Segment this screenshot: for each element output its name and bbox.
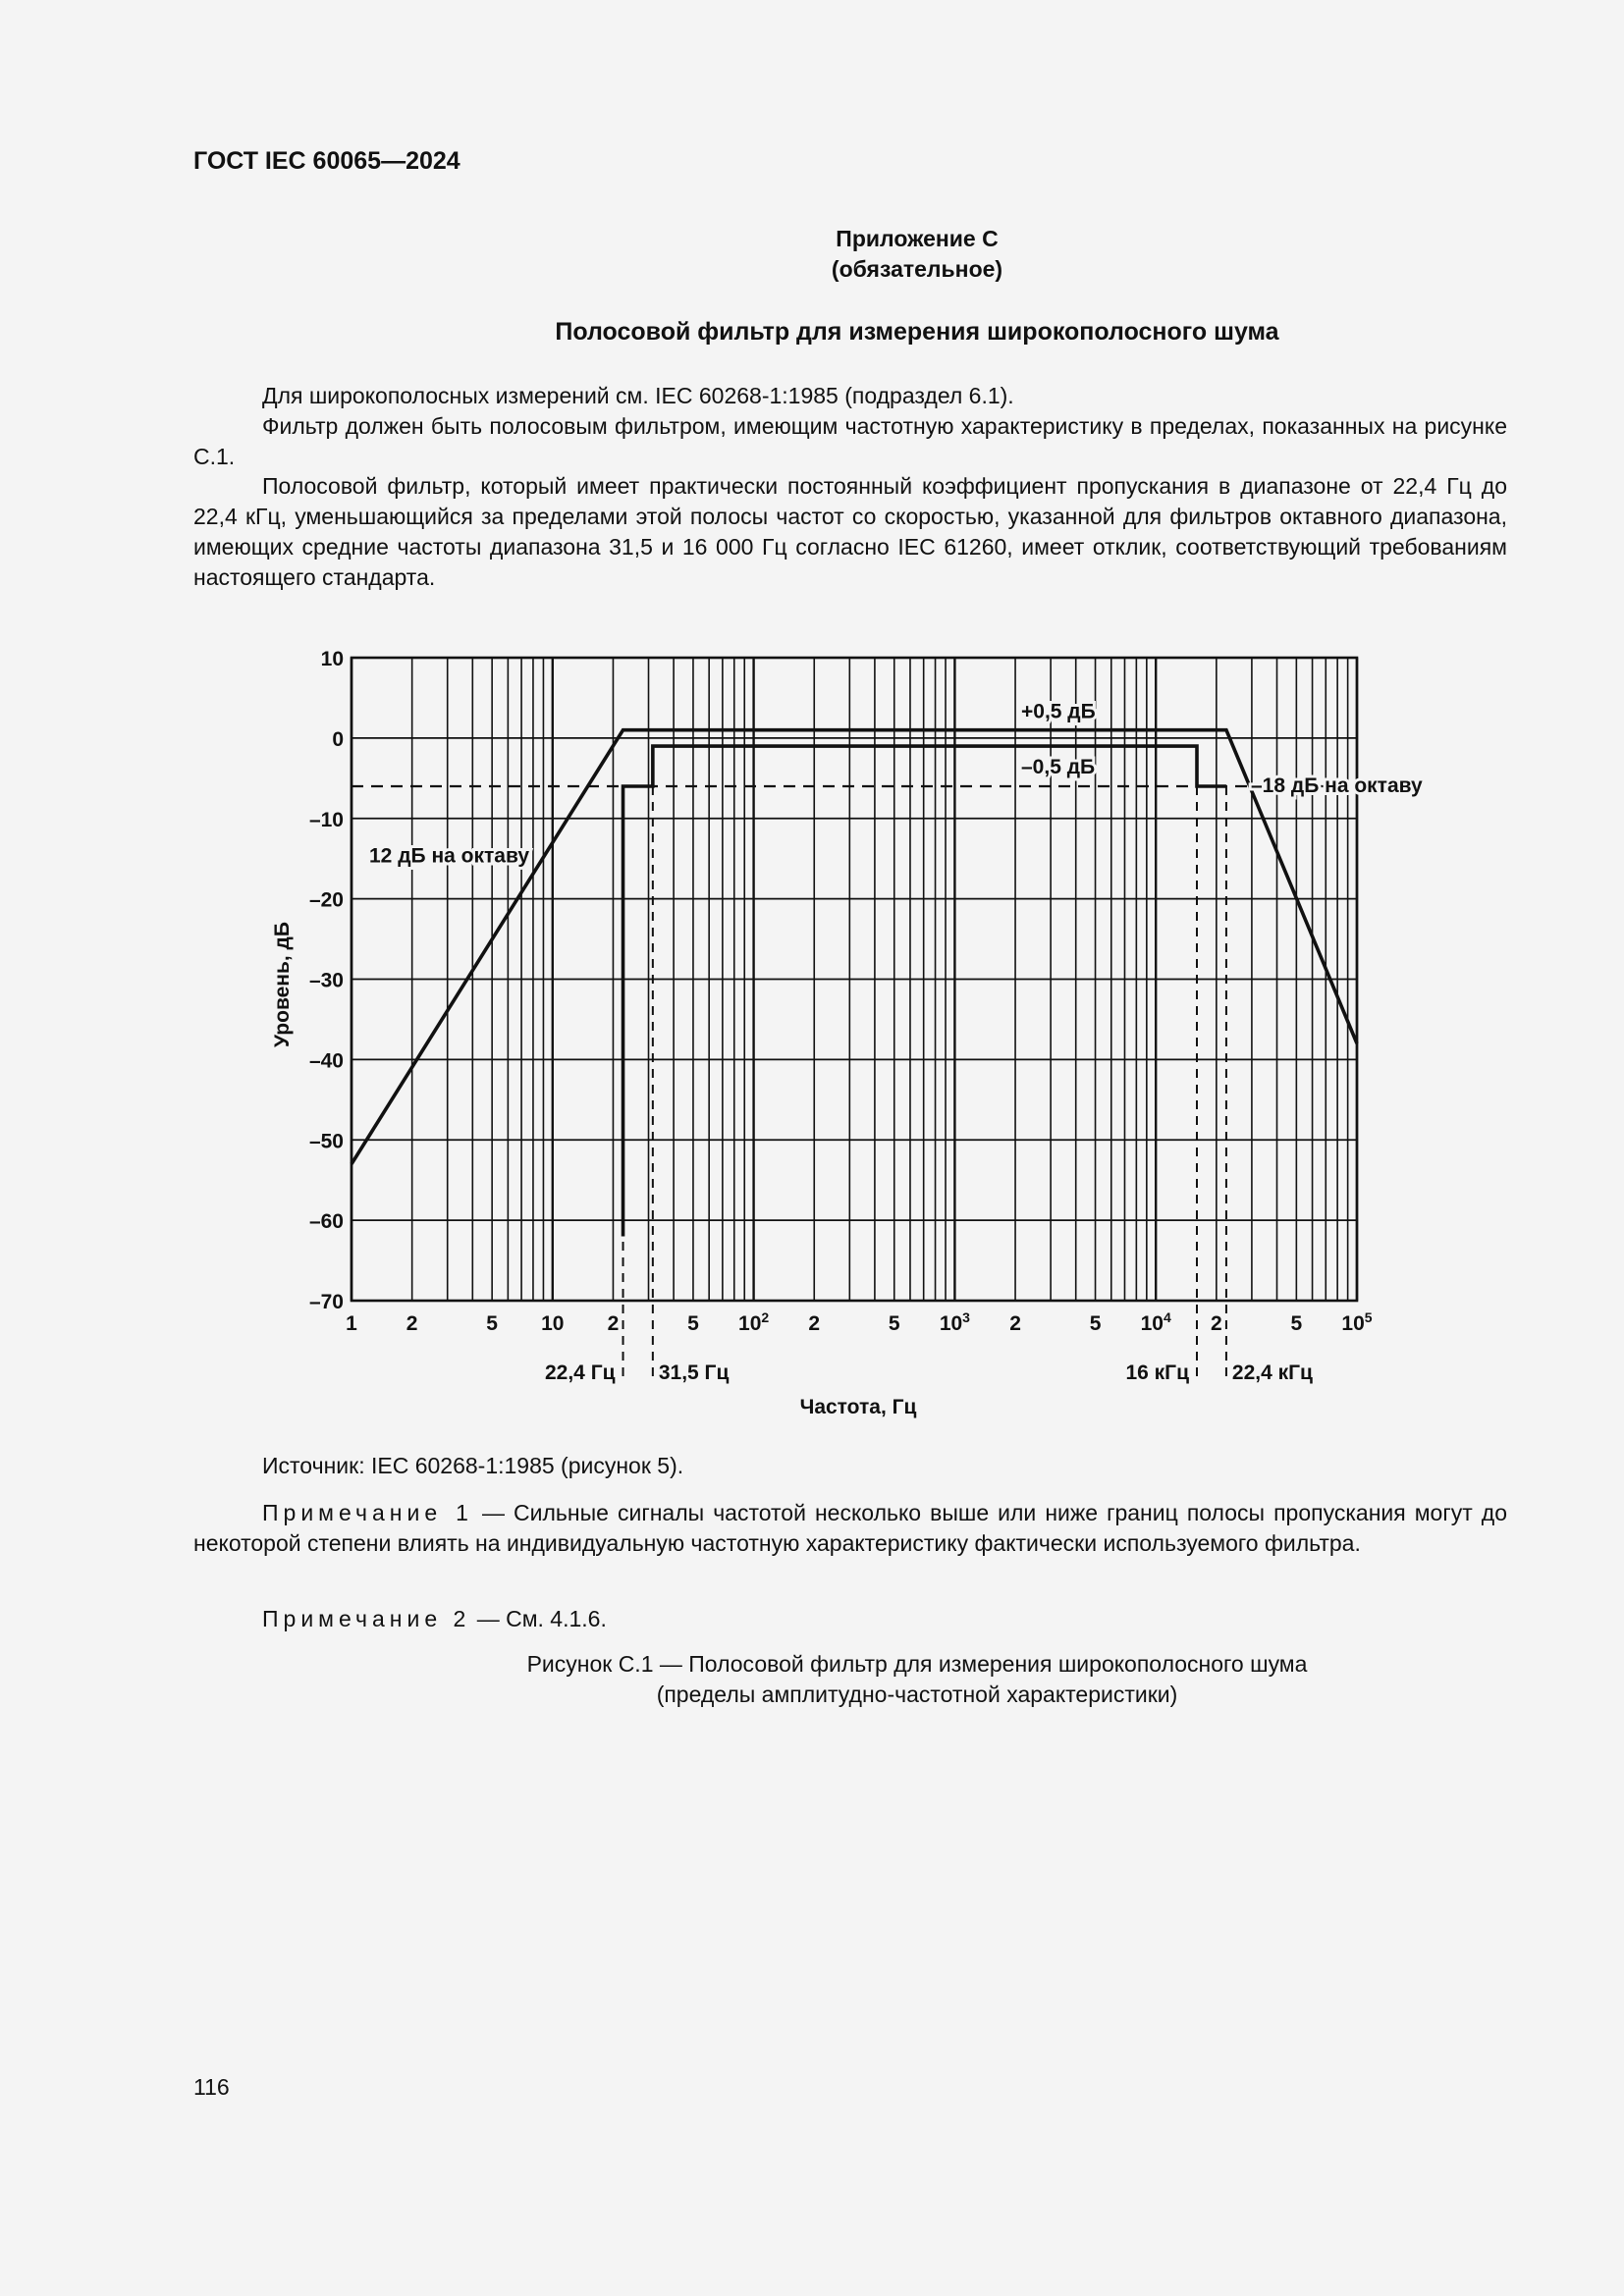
y-tick-label: –40 — [308, 1049, 344, 1073]
x-tick-label: 10 — [541, 1312, 565, 1335]
reference-label: 31,5 Гц — [658, 1362, 730, 1384]
page-number: 116 — [193, 2074, 230, 2100]
series-lower-limit — [623, 746, 1226, 1236]
note-2-text: — См. 4.1.6. — [476, 1606, 607, 1631]
note-1-label: Примечание 1 — [262, 1500, 473, 1525]
x-tick-label: 2 — [406, 1312, 418, 1335]
note-2-label: Примечание 2 — [262, 1606, 471, 1631]
x-tick-label: 5 — [687, 1312, 699, 1335]
annex-name: Приложение С — [836, 226, 999, 251]
annex-title — [0, 224, 1624, 285]
x-tick-label: 5 — [486, 1312, 498, 1335]
reference-label: 16 кГц — [1125, 1362, 1190, 1384]
x-tick-label: 2 — [1211, 1312, 1222, 1335]
document-header: ГОСТ IEC 60065—2024 — [193, 147, 460, 175]
y-tick-label: –10 — [308, 808, 344, 831]
x-tick-label: 2 — [607, 1312, 620, 1335]
figure-caption — [0, 1649, 1624, 1710]
note-1 — [193, 1498, 1507, 1559]
y-tick-label: –70 — [308, 1291, 344, 1313]
y-tick-label: –30 — [308, 969, 344, 992]
reference-label: 22,4 кГц — [1231, 1362, 1313, 1384]
x-tick-label: 2 — [1009, 1312, 1021, 1335]
caption-line-2: (пределы амплитудно-частотной характеристики) — [656, 1682, 1178, 1707]
section-title-text: Полосовой фильтр для измерения широкополосного шума — [555, 318, 1279, 346]
x-tick-label: $10^2$ — [738, 1309, 770, 1335]
x-axis-title: Частота, Гц — [799, 1396, 917, 1418]
figure-source: Источник: IEC 60268-1:1985 (рисунок 5). — [262, 1453, 684, 1478]
y-tick-label: –50 — [308, 1130, 344, 1153]
chart-annotation: –18 дБ на октаву — [1251, 774, 1423, 797]
section-title — [0, 318, 1624, 347]
series-upper-limit — [352, 730, 1357, 1164]
y-tick-label: –60 — [308, 1210, 344, 1234]
x-tick-label: $10^3$ — [939, 1309, 970, 1335]
x-tick-label: 5 — [1290, 1312, 1303, 1335]
chart-annotation: –0,5 дБ — [1021, 756, 1096, 779]
paragraph-1: Для широкополосных измерений см. IEC 60268-1:1985 (подраздел 6.1). — [262, 383, 1014, 408]
plot-frame — [352, 658, 1357, 1301]
x-tick-label: 1 — [346, 1312, 357, 1335]
reference-label: 22,4 Гц — [544, 1362, 616, 1384]
chart-annotation: 12 дБ на октаву — [369, 844, 530, 868]
paragraph-2: Фильтр должен быть полосовым фильтром, имеющим частотную характеристику в пределах, показанных на рисунке С.1. — [193, 413, 1507, 469]
x-tick-label: $10^4$ — [1140, 1309, 1171, 1335]
x-tick-label: 5 — [1089, 1312, 1102, 1335]
caption-line-1: Рисунок С.1 — Полосовой фильтр для измерения широкополосного шума — [526, 1651, 1308, 1677]
y-tick-label: 0 — [332, 727, 344, 751]
paragraph-3: Полосовой фильтр, который имеет практически постоянный коэффициент пропускания в диапазоне от 22,4 Гц до 22,4 кГц, уменьшающийся за пределами этой полосы частот со скоростью, указанной для фильтров октавного диапазона, имеющих средние частоты диапазона 31,5 и 16 000 Гц согласно IEC 61260, имеет отклик, соответствующий требованиям настоящего стандарта. — [193, 473, 1507, 590]
chart-annotation: +0,5 дБ — [1021, 700, 1096, 723]
x-tick-label: 5 — [888, 1312, 900, 1335]
x-tick-label: $10^5$ — [1341, 1309, 1373, 1335]
y-tick-label: 10 — [320, 648, 344, 670]
note-1-text: — Сильные сигналы частотой несколько выше или ниже границ полосы пропускания могут до некоторой степени влиять на индивидуальную частотную характеристику фактически используемого фильтра. — [193, 1500, 1508, 1556]
annex-status: (обязательное) — [831, 256, 1003, 282]
x-tick-label: 2 — [808, 1312, 821, 1335]
note-2 — [193, 1604, 1507, 1634]
y-tick-label: –20 — [308, 888, 344, 912]
y-axis-title: Уровень, дБ — [271, 922, 294, 1047]
